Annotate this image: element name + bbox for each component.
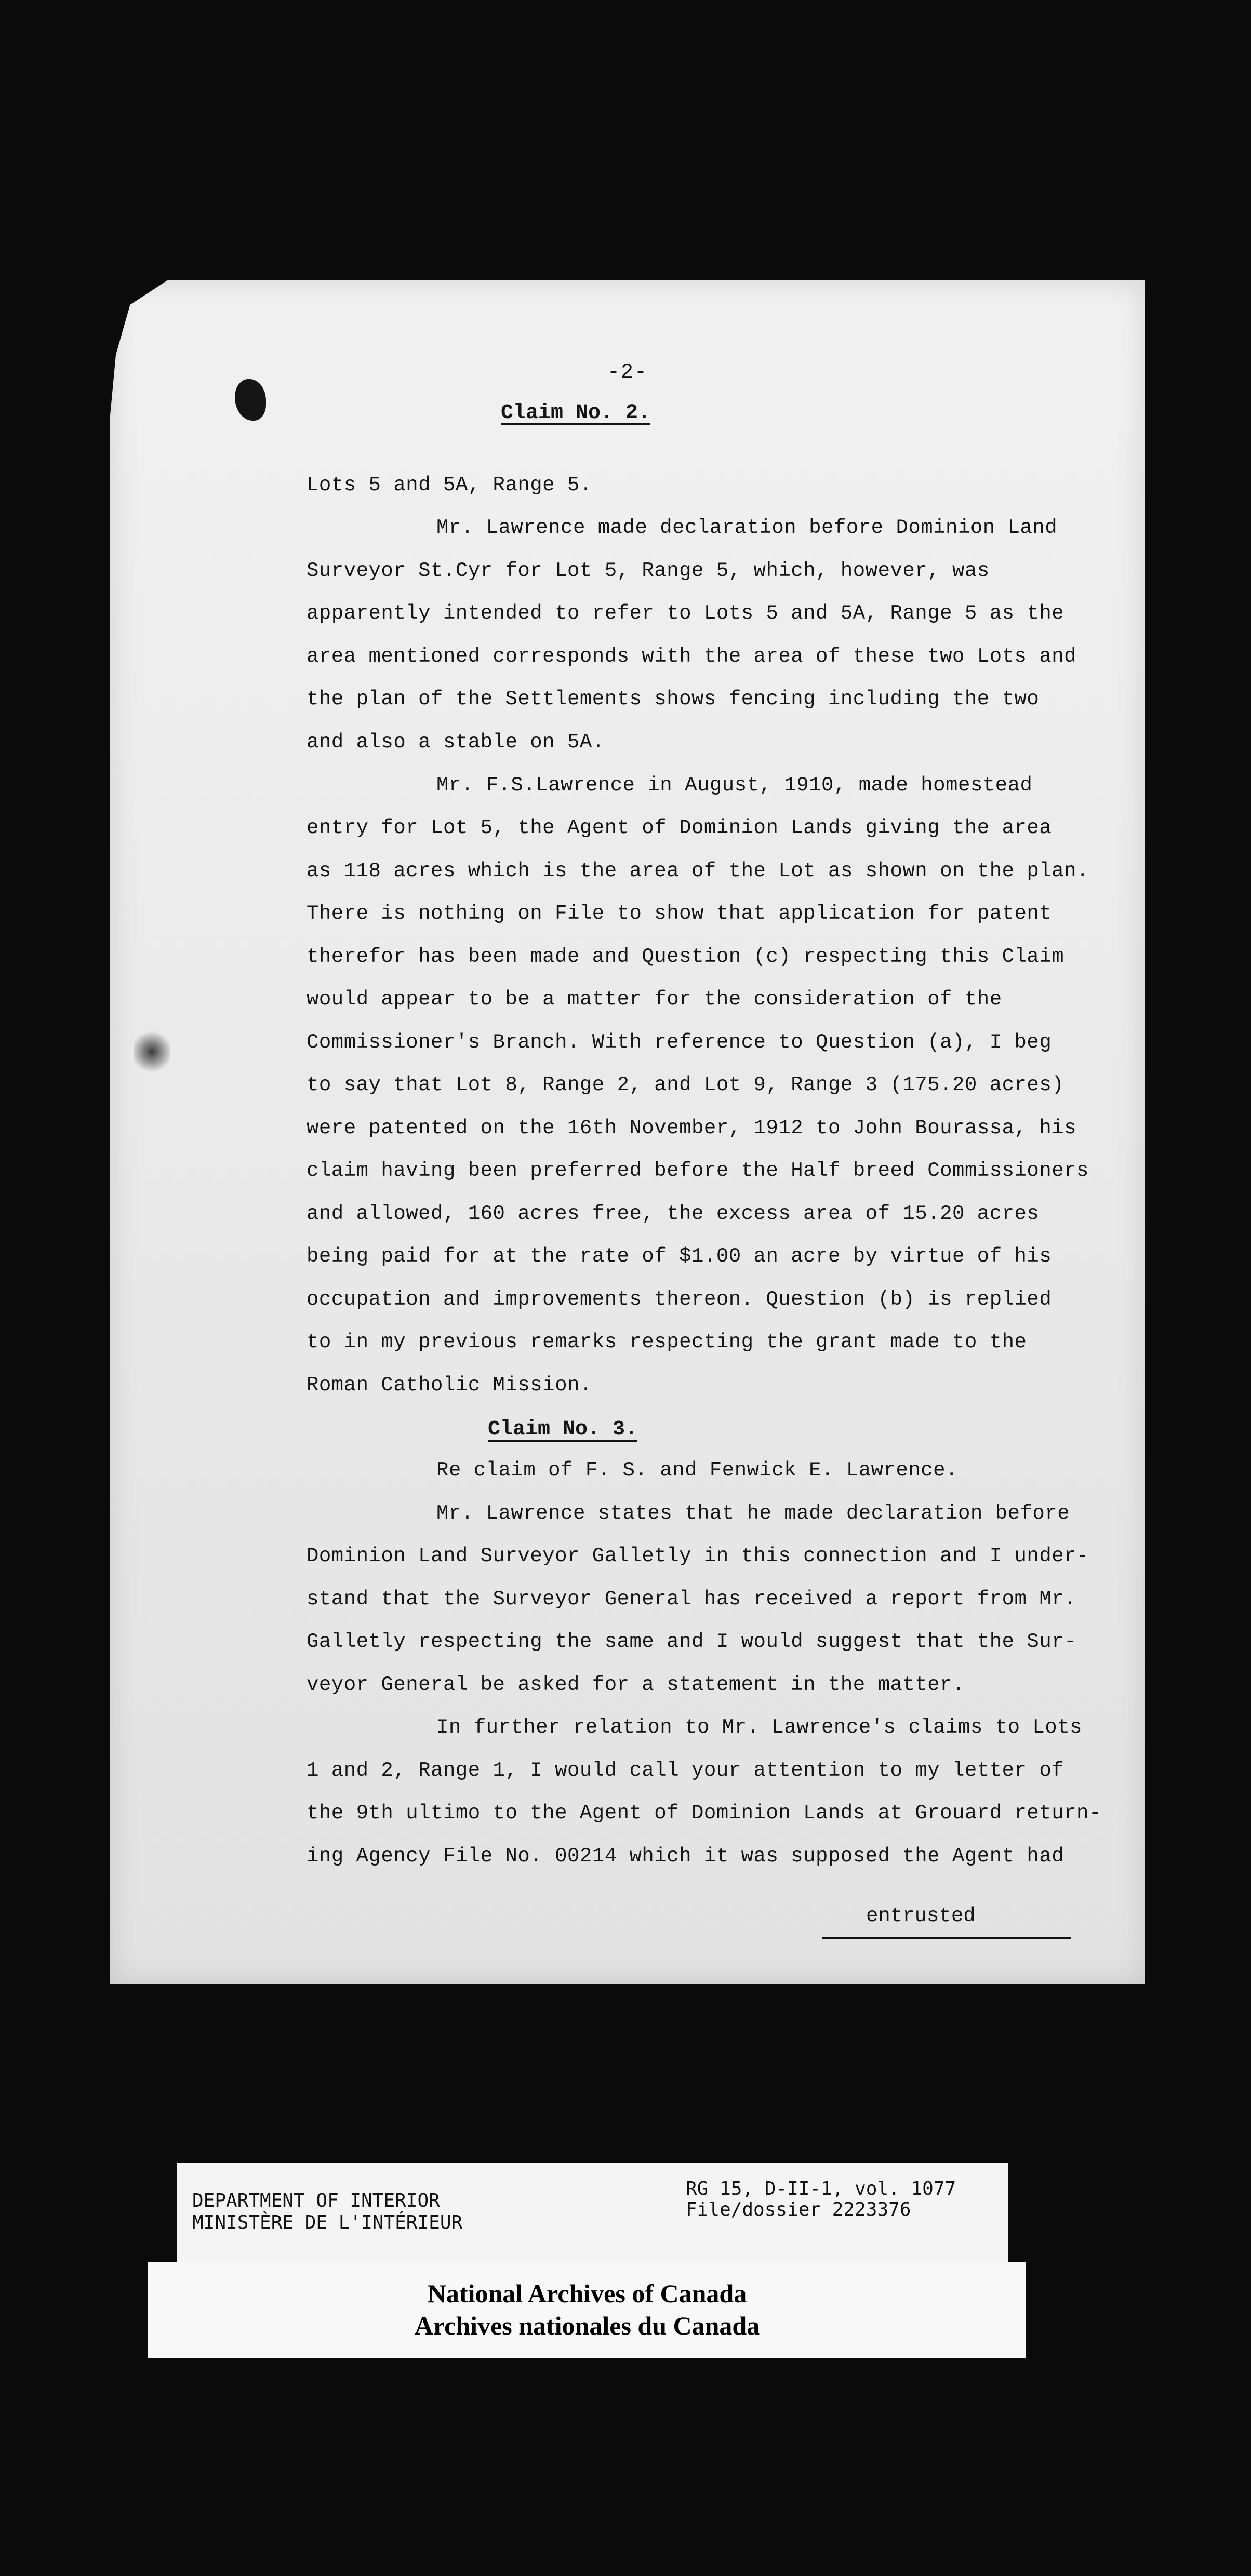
text-line: entry for Lot 5, the Agent of Dominion Lands giving the area [307,816,1052,839]
text-line: Mr. F.S.Lawrence in August, 1910, made homestead [436,774,1033,797]
catchword-rule [822,1937,1071,1939]
text-line: ing Agency File No. 00214 which it was supposed the Agent had [307,1845,1064,1868]
text-line: were patented on the 16th November, 1912 to John Bourassa, his [307,1117,1077,1139]
text-line: and also a stable on 5A. [307,731,605,754]
text-line: Galletly respecting the same and I would suggest that the Sur- [307,1630,1077,1653]
archive-reference-label [177,2163,1008,2262]
text-line: Re claim of F. S. and Fenwick E. Lawrence. [436,1459,958,1482]
text-line: Mr. Lawrence made declaration before Dominion Land [436,516,1058,539]
department-en: DEPARTMENT OF INTERIOR [192,2190,440,2211]
file-number: File/dossier 2223376 [686,2199,911,2220]
text-line: Mr. Lawrence states that he made declaration before [436,1502,1070,1525]
text-line: as 118 acres which is the area of the Lot as shown on the plan. [307,860,1089,882]
archive-reference [686,2179,956,2220]
text-line: veyor General be asked for a statement in the matter. [307,1673,965,1696]
edge-stain [134,1028,170,1075]
text-line: 1 and 2, Range 1, I would call your attention to my letter of [307,1759,1064,1782]
text-line: therefor has been made and Question (c) respecting this Claim [307,945,1064,968]
archives-name-en: National Archives of Canada [427,2279,747,2308]
torn-corner [110,280,167,415]
text-line: In further relation to Mr. Lawrence's claims to Lots [436,1716,1082,1739]
text-line: the 9th ultimo to the Agent of Dominion Lands at Grouard return- [307,1802,1101,1824]
text-line: apparently intended to refer to Lots 5 and 5A, Range 5 as the [307,602,1064,625]
punch-hole-mark [235,379,266,421]
archives-name-fr: Archives nationales du Canada [414,2311,760,2340]
national-archives-label [148,2262,1026,2358]
text-line: being paid for at the rate of $1.00 an acre by virtue of his [307,1245,1052,1268]
department-fr: MINISTÈRE DE L'INTÉRIEUR [192,2212,463,2233]
reference-number: RG 15, D-II-1, vol. 1077 [686,2178,956,2199]
document-page [110,280,1145,1984]
text-line: There is nothing on File to show that application for patent [307,902,1052,925]
text-line: Roman Catholic Mission. [307,1374,592,1397]
text-line: and allowed, 160 acres free, the excess area of 15.20 acres [307,1202,1040,1225]
page-number: -2- [607,361,648,384]
text-line: Lots 5 and 5A, Range 5. [307,474,592,497]
catchword: entrusted [866,1904,976,1927]
text-line: occupation and improvements thereon. Question (b) is replied [307,1288,1052,1311]
text-line: the plan of the Settlements shows fencing including the two [307,688,1040,710]
text-line: Dominion Land Surveyor Galletly in this connection and I under- [307,1545,1089,1567]
text-line: to in my previous remarks respecting the grant made to the [307,1331,1027,1353]
text-line: Commissioner's Branch. With reference to Question (a), I beg [307,1031,1052,1054]
department-names [192,2190,462,2234]
claim-3-heading: Claim No. 3. [488,1418,638,1441]
text-line: claim having been preferred before the Half breed Commissioners [307,1159,1089,1182]
text-line: would appear to be a matter for the consideration of the [307,988,1002,1011]
text-line: Surveyor St.Cyr for Lot 5, Range 5, which, however, was [307,559,990,582]
claim-2-heading: Claim No. 2. [501,401,651,425]
text-line: to say that Lot 8, Range 2, and Lot 9, Range 3 (175.20 acres) [307,1074,1064,1096]
text-line: area mentioned corresponds with the area of these two Lots and [307,645,1077,668]
text-line: stand that the Surveyor General has received a report from Mr. [307,1588,1077,1611]
